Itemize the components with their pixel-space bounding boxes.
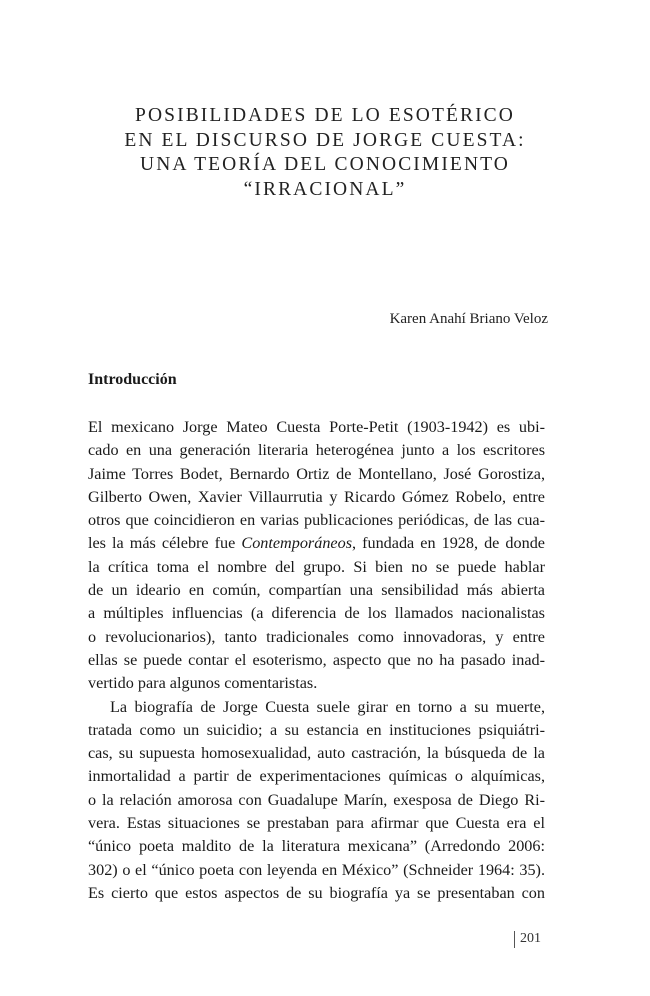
paragraph-line: 302) o el “único poeta con leyenda en México” (Schneider 1964: 35). (88, 860, 545, 879)
journal-title: Contemporáneos (241, 534, 352, 553)
paragraph-line: otros que coincidieron en varias publicaciones periódicas, de las cua- (88, 511, 545, 530)
paragraph-line: “único poeta maldito de la literatura mexicana” (Arredondo 2006: (88, 837, 545, 856)
body-text (88, 416, 545, 905)
paragraph-line: Gilberto Owen, Xavier Villaurrutia y Ricardo Gómez Robelo, entre (88, 487, 545, 506)
author-name: Karen Anahí Briano Veloz (389, 311, 548, 327)
title-line: EN EL DISCURSO DE JORGE CUESTA: (124, 129, 526, 151)
folio-rule (514, 931, 515, 948)
paragraph-line: vera. Estas situaciones se prestaban para afirmar que Cuesta era el (88, 814, 545, 833)
page-number: 201 (520, 931, 541, 946)
paragraph-line: Es cierto que estos aspectos de su biografía ya se presentaban con (88, 883, 545, 902)
paragraph-line: o la relación amorosa con Guadalupe Marín, exesposa de Diego Ri- (88, 790, 545, 809)
text-run: les la más célebre fue (88, 534, 242, 553)
paragraph-line: la crítica toma el nombre del grupo. Si bien no se puede hablar (88, 557, 545, 576)
paragraph-line: de un ideario en común, compartían una sensibilidad más abierta (88, 581, 545, 600)
paragraph-line: El mexicano Jorge Mateo Cuesta Porte-Petit (1903-1942) es ubi- (88, 418, 545, 436)
paragraph-line: a múltiples influencias (a diferencia de los llamados nacionalistas (88, 604, 545, 623)
text-run: , fundada en 1928, de donde (352, 534, 545, 553)
title-line: “IRRACIONAL” (243, 178, 407, 200)
title-line: UNA TEORÍA DEL CONOCIMIENTO (140, 154, 510, 175)
paragraph-line: inmortalidad a partir de experimentaciones químicas o alquímicas, (88, 767, 545, 786)
paragraph-line: La biografía de Jorge Cuesta suele girar en torno a su muerte, (110, 697, 545, 716)
paragraph-line: cado en una generación literaria heterogénea junto a los escritores (88, 441, 545, 460)
paragraph-line: o revolucionarios), tanto tradicionales como innovadoras, y entre (88, 627, 545, 646)
paragraph-line: tratada como un suicidio; a su estancia en instituciones psiquiátri- (88, 720, 545, 739)
section-heading: Introducción (88, 371, 177, 388)
paragraph-line: ellas se puede contar el esoterismo, aspecto que no ha pasado inad- (88, 650, 545, 669)
title-line: POSIBILIDADES DE LO ESOTÉRICO (135, 105, 515, 126)
paragraph-line (88, 532, 545, 555)
paragraph-line: vertido para algunos comentaristas. (88, 674, 318, 693)
page-folio (514, 929, 541, 949)
paragraph-line: cas, su supuesta homosexualidad, auto castración, la búsqueda de la (88, 744, 545, 763)
paragraph-line: Jaime Torres Bodet, Bernardo Ortiz de Montellano, José Gorostiza, (88, 464, 545, 483)
chapter-title (0, 104, 650, 202)
